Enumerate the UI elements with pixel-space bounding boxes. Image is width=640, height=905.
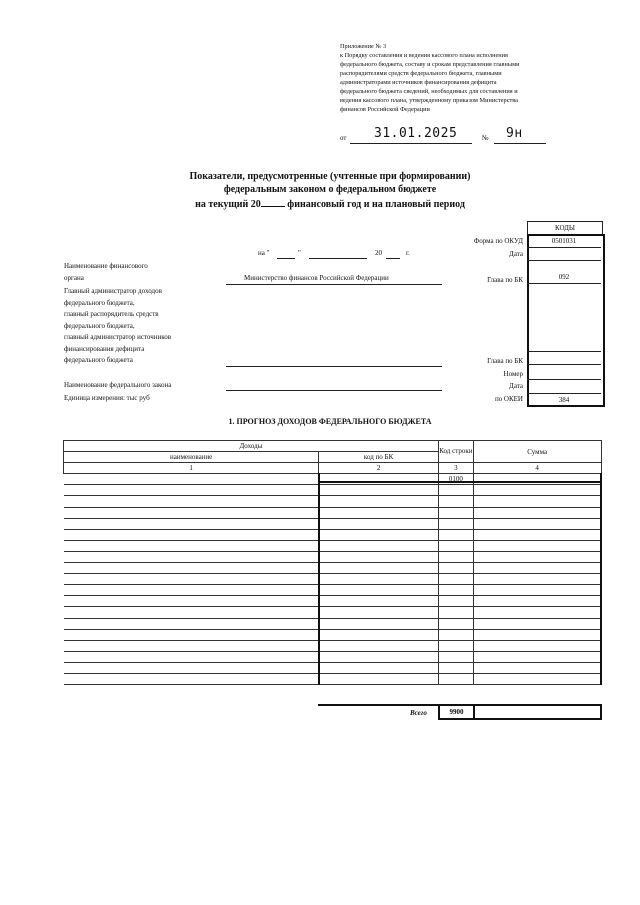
table-row <box>64 485 602 496</box>
day-blank[interactable] <box>277 258 295 259</box>
fin-organ-label-1: Наименование финансового <box>64 262 148 270</box>
order-number: 9н <box>506 126 523 141</box>
admin-label-line: главный распорядитель средств <box>64 310 159 318</box>
income-header: Доходы <box>64 441 439 452</box>
row-sum-cell[interactable] <box>473 673 601 684</box>
row-bk-cell[interactable] <box>319 529 439 540</box>
row-code-cell[interactable] <box>438 496 473 507</box>
appendix-line: федерального бюджета сведений, необходимых для составления и <box>340 88 518 95</box>
row-sum-cell[interactable] <box>473 551 601 562</box>
row-bk-cell[interactable] <box>319 618 439 629</box>
table-row <box>64 585 602 596</box>
month-blank[interactable] <box>309 258 367 259</box>
row-sum-cell[interactable] <box>473 563 601 574</box>
fin-organ-underline <box>226 284 442 285</box>
row-bk-cell[interactable] <box>319 662 439 673</box>
income-table <box>63 440 602 685</box>
row-bk-cell[interactable] <box>319 640 439 651</box>
table-row <box>64 651 602 662</box>
col-code-header: Код строки <box>438 441 473 463</box>
glava-bk2-code-cell[interactable] <box>527 351 601 365</box>
row-name-cell[interactable] <box>64 618 319 629</box>
row-code-cell[interactable] <box>438 651 473 662</box>
appendix-line: финансов Российской Федерации <box>340 106 430 113</box>
row-code-cell[interactable] <box>438 540 473 551</box>
col-num-1: 1 <box>64 463 319 474</box>
row-sum-cell[interactable] <box>473 574 601 585</box>
row-name-cell[interactable] <box>64 485 319 496</box>
title-line-3a: на текущий 20 <box>195 199 261 210</box>
row-sum-cell[interactable] <box>473 629 601 640</box>
row-name-cell[interactable] <box>64 518 319 529</box>
row-name-cell[interactable] <box>64 651 319 662</box>
row-sum-cell[interactable] <box>473 607 601 618</box>
row-code-cell[interactable] <box>438 640 473 651</box>
document-title <box>160 170 500 211</box>
admin-label-line: Главный администратор доходов <box>64 287 162 295</box>
table-row <box>64 662 602 673</box>
row-name-cell[interactable] <box>64 596 319 607</box>
admin-underline[interactable] <box>226 366 442 367</box>
row-sum-cell[interactable] <box>473 529 601 540</box>
row-sum-cell[interactable] <box>473 496 601 507</box>
row-code-cell[interactable] <box>438 607 473 618</box>
admin-label-line: федерального бюджета <box>64 356 133 364</box>
glava-bk2-label: Глава по БК <box>487 357 523 365</box>
row-code-cell[interactable] <box>438 618 473 629</box>
row-bk-cell[interactable] <box>319 585 439 596</box>
okud-code: 0501031 <box>527 235 601 248</box>
row-code-cell[interactable] <box>438 485 473 496</box>
row-bk-cell[interactable] <box>319 474 439 485</box>
row-bk-cell[interactable] <box>319 651 439 662</box>
row-name-cell[interactable] <box>64 496 319 507</box>
appendix-line: администраторами источников финансирования дефицита <box>340 79 497 86</box>
row-code-cell[interactable] <box>438 551 473 562</box>
date2-code-cell[interactable] <box>527 381 601 394</box>
row-sum-cell[interactable] <box>473 596 601 607</box>
row-bk-cell[interactable] <box>319 485 439 496</box>
row-name-cell[interactable] <box>64 574 319 585</box>
law-label: Наименование федерального закона <box>64 381 172 389</box>
row-code-cell: 0100 <box>438 474 473 485</box>
row-name-cell[interactable] <box>64 640 319 651</box>
table-row <box>64 529 602 540</box>
row-code-cell[interactable] <box>438 518 473 529</box>
glava-bk-code: 092 <box>527 271 601 284</box>
row-bk-cell[interactable] <box>319 629 439 640</box>
law-underline[interactable] <box>226 390 442 391</box>
row-sum-cell[interactable] <box>473 662 601 673</box>
row-name-cell[interactable] <box>64 551 319 562</box>
row-name-cell[interactable] <box>64 607 319 618</box>
row-bk-cell[interactable] <box>319 607 439 618</box>
row-code-cell[interactable] <box>438 585 473 596</box>
row-code-cell[interactable] <box>438 673 473 684</box>
row-bk-cell[interactable] <box>319 540 439 551</box>
row-code-cell[interactable] <box>438 507 473 518</box>
row-name-cell[interactable] <box>64 563 319 574</box>
row-sum-cell[interactable] <box>473 640 601 651</box>
fin-organ-label <box>64 261 148 284</box>
order-number-underline <box>494 143 546 144</box>
row-code-cell[interactable] <box>438 596 473 607</box>
table-row <box>64 640 602 651</box>
col-name-header: наименование <box>64 452 319 463</box>
title-line-2: федеральным законом о федеральном бюджете <box>223 184 437 195</box>
row-bk-cell[interactable] <box>319 563 439 574</box>
row-sum-cell[interactable] <box>473 474 601 485</box>
row-name-cell[interactable] <box>64 529 319 540</box>
col-bk-header: код по БК <box>319 452 439 463</box>
table-row <box>64 563 602 574</box>
row-code-cell[interactable] <box>438 563 473 574</box>
row-sum-cell[interactable] <box>473 651 601 662</box>
date2-label: Дата <box>509 382 523 390</box>
table-row <box>64 507 602 518</box>
unit-label: Единица измерения: тыс руб <box>64 394 150 402</box>
table-row <box>64 540 602 551</box>
col-num-3: 3 <box>438 463 473 474</box>
row-name-cell[interactable] <box>64 629 319 640</box>
admin-label <box>64 286 171 367</box>
title-line-3b: финансовый год и на плановый период <box>287 199 465 210</box>
row-bk-cell[interactable] <box>319 574 439 585</box>
row-bk-cell[interactable] <box>319 496 439 507</box>
title-year-blank[interactable] <box>261 196 285 207</box>
okud-label: Форма по ОКУД <box>473 237 523 245</box>
col-num-4: 4 <box>473 463 601 474</box>
total-sum-cell[interactable] <box>473 704 602 720</box>
date-prefix: на " <box>258 249 270 257</box>
table-row <box>64 474 602 485</box>
order-date: 31.01.2025 <box>374 126 458 141</box>
table-row <box>64 496 602 507</box>
row-bk-cell[interactable] <box>319 518 439 529</box>
admin-label-line: главный администратор источников <box>64 333 172 341</box>
table-row <box>64 518 602 529</box>
row-sum-cell[interactable] <box>473 585 601 596</box>
table-row <box>64 607 602 618</box>
codes-header: КОДЫ <box>527 221 603 235</box>
fin-organ-value: Министерство финансов Российской Федерации <box>244 274 389 282</box>
order-line <box>340 126 560 144</box>
appendix-line: ведения кассового плана, утвержденному приказом Министерства <box>340 97 518 104</box>
row-name-cell[interactable] <box>64 585 319 596</box>
row-sum-cell[interactable] <box>473 507 601 518</box>
table-row <box>64 596 602 607</box>
appendix-line: распорядителями средств федерального бюджета, главными <box>340 70 502 77</box>
row-code-cell[interactable] <box>438 529 473 540</box>
order-number-label: № <box>482 134 489 142</box>
row-name-cell[interactable] <box>64 662 319 673</box>
row-name-cell[interactable] <box>64 507 319 518</box>
row-code-cell[interactable] <box>438 662 473 673</box>
date-quote: " <box>298 249 301 257</box>
appendix-line: федерального бюджета, составу и срокам представления главными <box>340 61 520 68</box>
order-from-label: от <box>340 134 347 142</box>
table-row <box>64 629 602 640</box>
row-bk-cell[interactable] <box>319 596 439 607</box>
number-code-cell[interactable] <box>527 367 601 380</box>
okei-label: по ОКЕИ <box>494 395 523 403</box>
date-year-prefix: 20 <box>375 249 382 257</box>
admin-label-line: финансирования дефицита <box>64 344 145 353</box>
table-row <box>64 574 602 585</box>
row-sum-cell[interactable] <box>473 518 601 529</box>
date-suffix: г. <box>406 249 410 257</box>
table-row <box>64 618 602 629</box>
row-sum-cell[interactable] <box>473 618 601 629</box>
row-sum-cell[interactable] <box>473 485 601 496</box>
section-title: 1. ПРОГНОЗ ДОХОДОВ ФЕДЕРАЛЬНОГО БЮДЖЕТА <box>228 417 432 426</box>
row-name-cell[interactable] <box>64 474 319 485</box>
body-frame-top <box>318 481 602 483</box>
admin-label-line: федерального бюджета, <box>64 321 135 330</box>
appendix-line: к Порядку составления и ведения кассового плана исполнения <box>340 52 508 59</box>
title-line-3 <box>160 196 500 211</box>
row-sum-cell[interactable] <box>473 540 601 551</box>
row-bk-cell[interactable] <box>319 673 439 684</box>
glava-bk-label: Глава по БК <box>487 276 523 284</box>
year-blank[interactable] <box>386 258 400 259</box>
title-line-1: Показатели, предусмотренные (учтенные при формировании) <box>189 171 471 182</box>
order-date-underline <box>350 143 472 144</box>
appendix-line: Приложение № 3 <box>340 43 387 50</box>
date-label: Дата <box>509 250 523 258</box>
appendix-note <box>340 42 560 114</box>
okei-code: 384 <box>558 396 570 404</box>
row-code-cell[interactable] <box>438 629 473 640</box>
row-bk-cell[interactable] <box>319 551 439 562</box>
row-bk-cell[interactable] <box>319 507 439 518</box>
number-label: Номер <box>503 370 523 378</box>
admin-label-line: федерального бюджета, <box>64 298 135 307</box>
table-row <box>64 673 602 684</box>
total-label: Всего <box>410 709 427 717</box>
fin-organ-label-2: органа <box>64 273 84 282</box>
row-name-cell[interactable] <box>64 673 319 684</box>
row-code-cell[interactable] <box>438 574 473 585</box>
total-code: 9900 <box>438 704 475 720</box>
col-sum-header: Сумма <box>473 441 601 463</box>
table-row <box>64 551 602 562</box>
col-num-2: 2 <box>319 463 439 474</box>
row-name-cell[interactable] <box>64 540 319 551</box>
date-code-cell[interactable] <box>527 248 601 261</box>
